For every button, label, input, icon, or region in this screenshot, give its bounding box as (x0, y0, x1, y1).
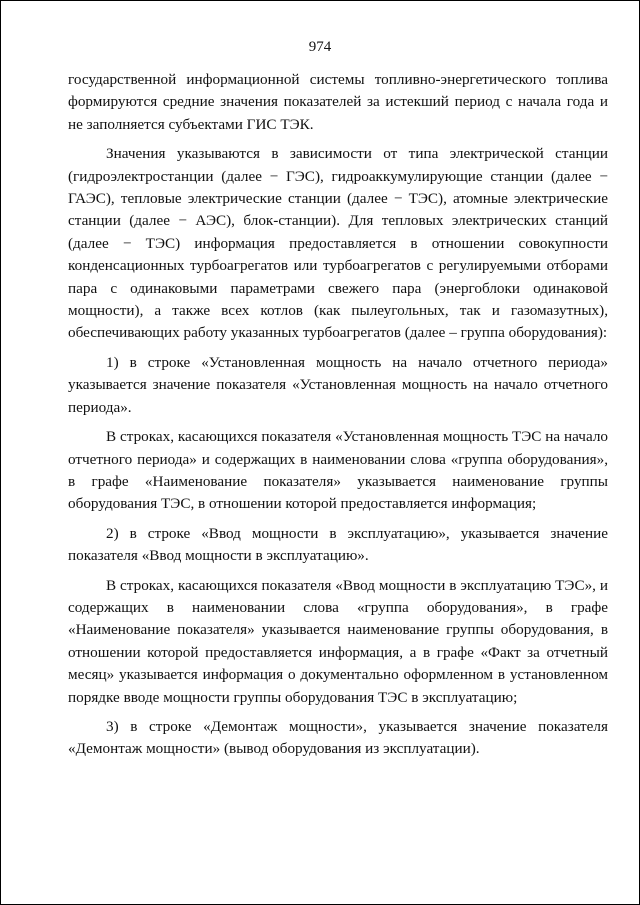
paragraph-item-3: 3) в строке «Демонтаж мощности», указывается значение показателя «Демонтаж мощности» (вывод оборудования из эксплуатации). (68, 717, 608, 758)
document-body (68, 69, 608, 761)
paragraph-commissioning-rows: В строках, касающихся показателя «Ввод мощности в эксплуатацию ТЭС», и содержащих в наименовании слова «группа оборудования», в графе «Наименование показателя» указывается наименование группы оборудования, в отношении которой предоставляется информация, а в графе «Факт за отчетный месяц» указывается информация о документально оформленном в установленном порядке вводе мощности группы оборудования ТЭС в эксплуатацию; (68, 576, 608, 706)
paragraph-continuation: государственной информационной системы топливно-энергетического топлива формируются средние значения показателей за истекший период с начала года и не заполняется субъектами ГИС ТЭК. (68, 71, 608, 133)
paragraph-installed-capacity-rows: В строках, касающихся показателя «Установленная мощность ТЭС на начало отчетного периода» и содержащих в наименовании слова «группа оборудования», в графе «Наименование показателя» указывается наименование группы оборудования ТЭС, в отношении которой предоставляется информация; (68, 428, 608, 513)
paragraph-station-types: Значения указываются в зависимости от типа электрической станции (гидроэлектростанции (далее − ГЭС), гидроаккумулирующие станции (далее − ГАЭС), тепловые электрические станции (далее − ТЭС), атомные электрические станции (далее − АЭС), блок-станции). Для тепловых электрических станций (далее − ТЭС) информация предоставляется в отношении совокупности конденсационных турбоагрегатов или турбоагрегатов с регулируемыми отборами пара с одинаковыми параметрами свежего пара (энергоблоки одинаковой мощности), а также всех котлов (как пылеугольных, так и газомазутных), обеспечивающих работу указанных турбоагрегатов (далее – группа оборудования): (68, 145, 608, 342)
paragraph-item-2: 2) в строке «Ввод мощности в эксплуатацию», указывается значение показателя «Ввод мощности в эксплуатацию». (68, 524, 608, 565)
page-number: 974 (308, 39, 332, 55)
paragraph-item-1: 1) в строке «Установленная мощность на начало отчетного периода» указывается значение показателя «Установленная мощность на начало отчетного периода». (68, 353, 608, 416)
